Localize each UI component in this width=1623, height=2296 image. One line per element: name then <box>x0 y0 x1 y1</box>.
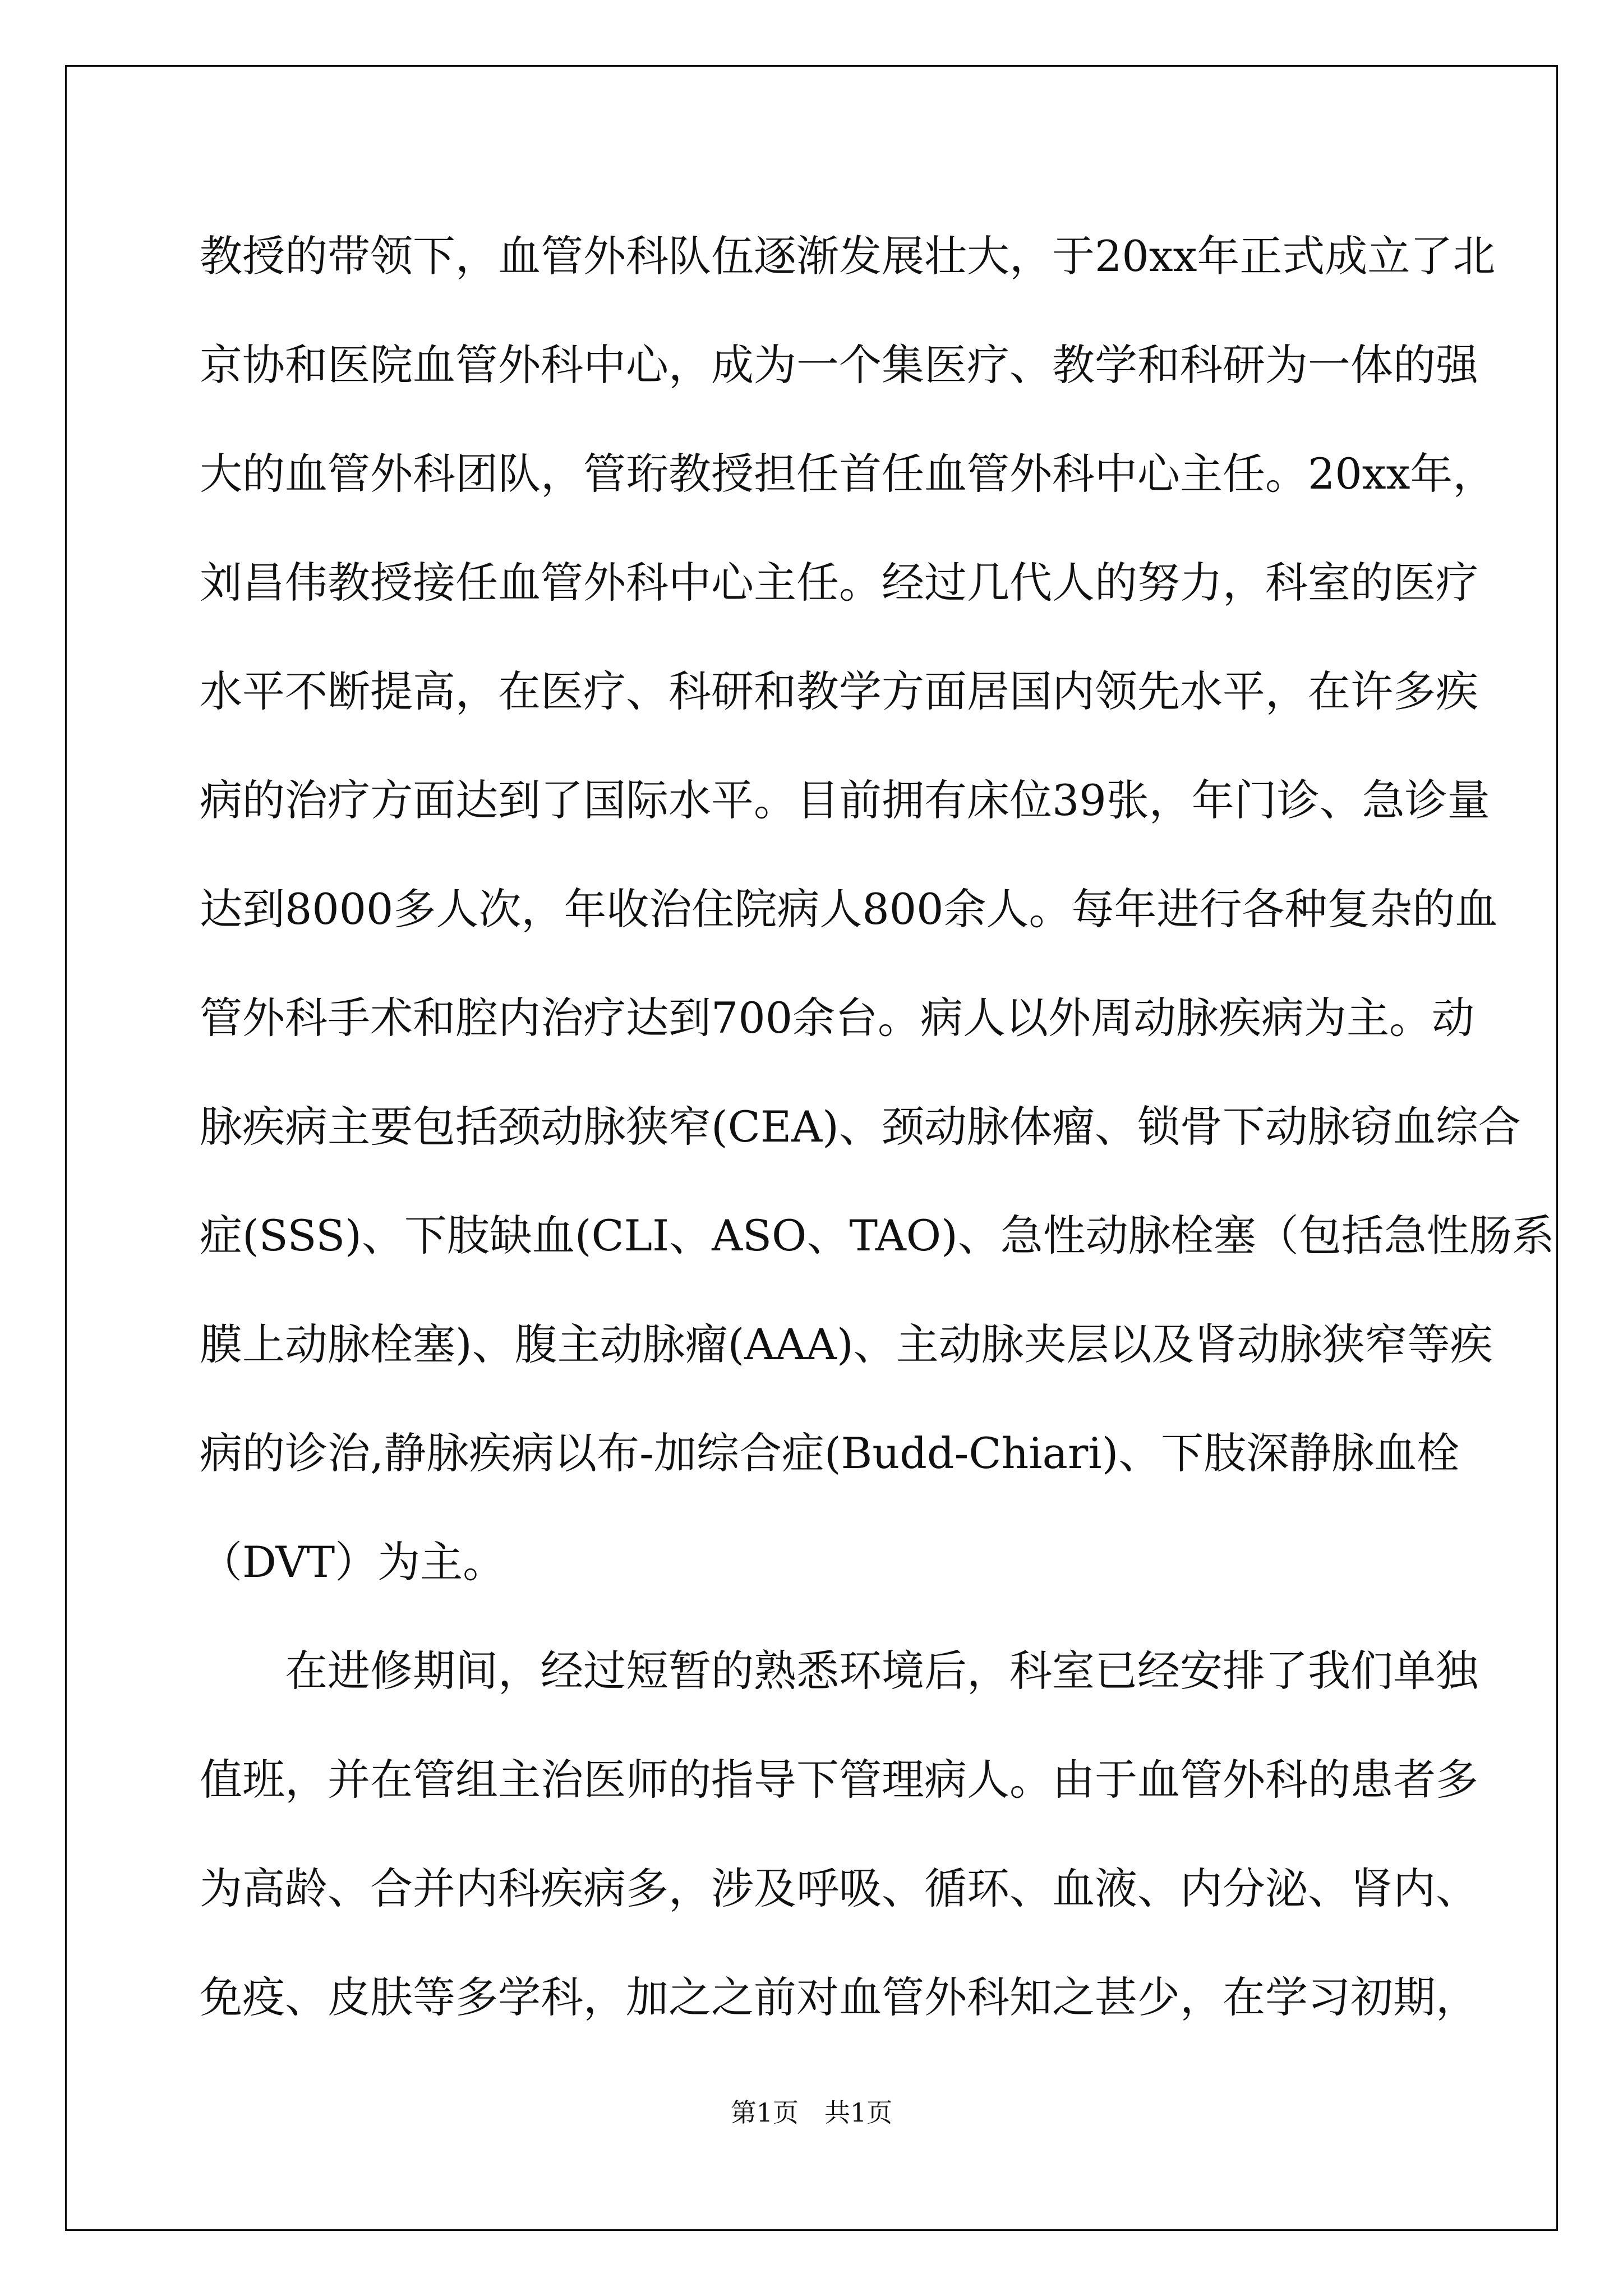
text-line: 达到8000多人次，年收治住院病人800余人。每年进行各种复杂的血 <box>200 884 1498 934</box>
text-line: 刘昌伟教授接任血管外科中心主任。经过几代人的努力，科室的医疗 <box>200 558 1478 608</box>
text-line: 病的诊治,静脉疾病以布-加综合症(Budd-Chiari)、下肢深静脉血栓 <box>200 1428 1460 1478</box>
text-line: 水平不断提高，在医疗、科研和教学方面居国内领先水平，在许多疾 <box>200 666 1478 716</box>
text-line: 症(SSS)、下肢缺血(CLI、ASO、TAO)、急性动脉栓塞（包括急性肠系 <box>200 1211 1555 1260</box>
text-line: 值班，并在管组主治医师的指导下管理病人。由于血管外科的患者多 <box>200 1755 1478 1805</box>
text-line: 膜上动脉栓塞)、腹主动脉瘤(AAA)、主动脉夹层以及肾动脉狭窄等疾 <box>200 1319 1493 1369</box>
page-footer: 第1页 共1页 <box>730 2097 893 2128</box>
document-body <box>200 202 1555 2052</box>
paragraph-start-line: 在进修期间，经过短暂的熟悉环境后，科室已经安排了我们单独 <box>285 1646 1478 1696</box>
text-line: 大的血管外科团队，管珩教授担任首任血管外科中心主任。20xx年， <box>200 449 1496 499</box>
text-line: 管外科手术和腔内治疗达到700余台。病人以外周动脉疾病为主。动 <box>200 993 1475 1043</box>
text-line: 免疫、皮肤等多学科，加之之前对血管外科知之甚少，在学习初期， <box>200 1972 1478 2022</box>
text-line: 脉疾病主要包括颈动脉狭窄(CEA)、颈动脉体瘤、锁骨下动脉窃血综合 <box>200 1102 1521 1152</box>
text-line: 病的治疗方面达到了国际水平。目前拥有床位39张，年门诊、急诊量 <box>200 775 1490 825</box>
text-line: 为高龄、合并内科疾病多，涉及呼吸、循环、血液、内分泌、肾内、 <box>200 1864 1478 1913</box>
text-line: 京协和医院血管外科中心，成为一个集医疗、教学和科研为一体的强 <box>200 340 1478 390</box>
text-line: （DVT）为主。 <box>200 1537 506 1587</box>
text-line: 教授的带领下，血管外科队伍逐渐发展壮大，于20xx年正式成立了北 <box>200 231 1496 281</box>
